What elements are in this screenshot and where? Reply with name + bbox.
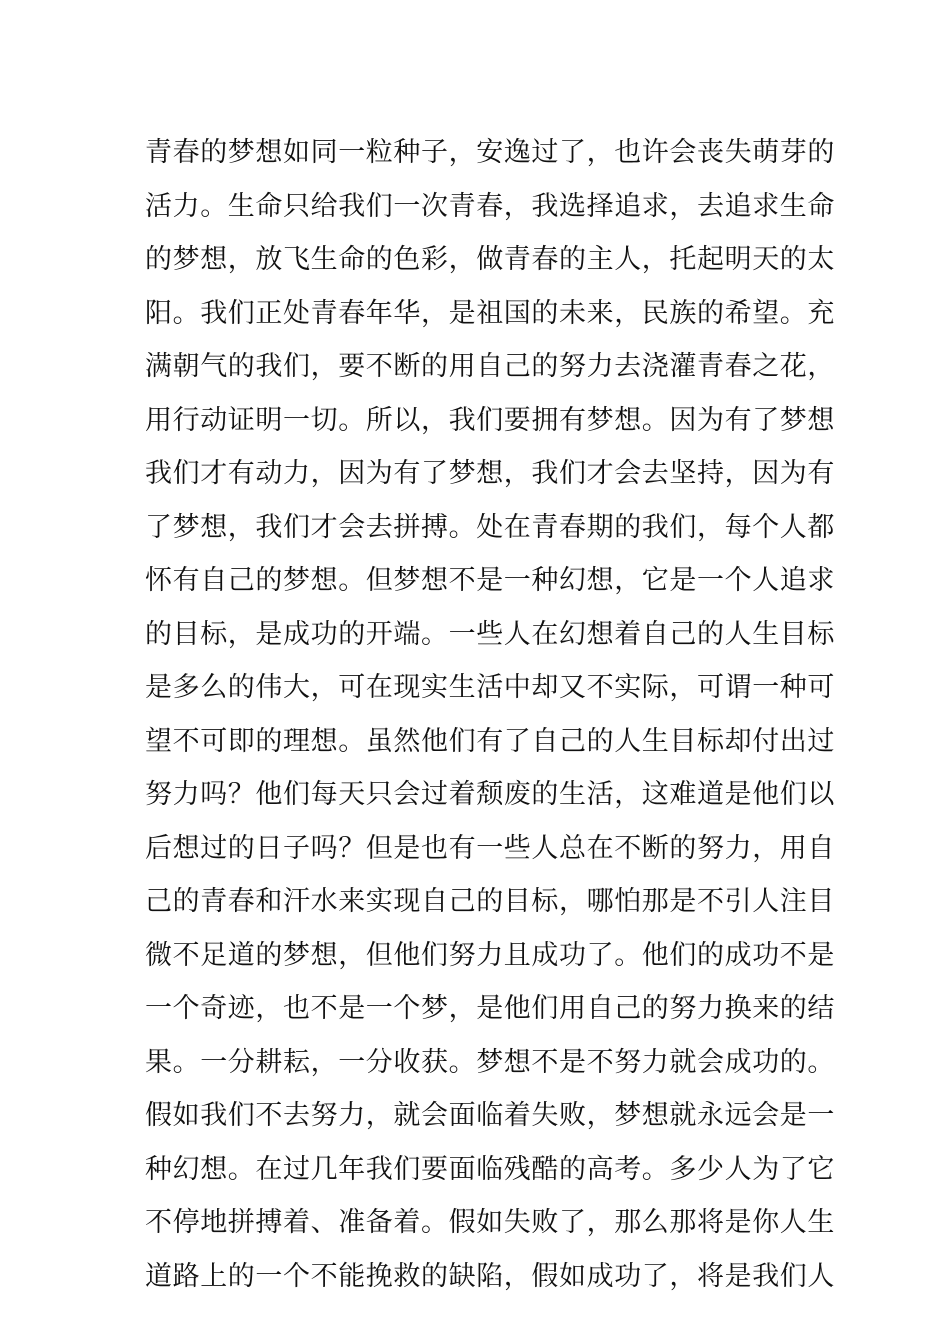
- text-line: 道路上的一个不能挽救的缺陷，假如成功了，将是我们人: [145, 1260, 835, 1292]
- text-line: 满朝气的我们，要不断的用自己的努力去浇灌青春之花，: [145, 351, 835, 382]
- text-line: 种幻想。在过几年我们要面临残酷的高考。多少人为了它: [145, 1153, 835, 1185]
- text-line: 怀有自己的梦想。但梦想不是一种幻想，它是一个人追求: [145, 565, 835, 596]
- text-line: 的梦想，放飞生命的色彩，做青春的主人，托起明天的太: [145, 244, 835, 275]
- text-line: 是多么的伟大，可在现实生活中却又不实际，可谓一种可: [145, 672, 835, 703]
- text-line: 活力。生命只给我们一次青春，我选择追求，去追求生命: [145, 190, 835, 222]
- text-line: 微不足道的梦想，但他们努力且成功了。他们的成功不是: [145, 939, 835, 971]
- text-line: 阳。我们正处青春年华，是祖国的未来，民族的希望。充: [145, 297, 835, 329]
- text-line: 一个奇迹，也不是一个梦，是他们用自己的努力换来的结: [145, 993, 835, 1024]
- body-text: [145, 126, 835, 1303]
- text-line: 望不可即的理想。虽然他们有了自己的人生目标却付出过: [145, 725, 835, 757]
- text-line: 后想过的日子吗？但是也有一些人总在不断的努力，用自: [145, 832, 835, 864]
- text-line: 我们才有动力，因为有了梦想，我们才会去坚持，因为有: [145, 458, 835, 489]
- text-line: 不停地拼搏着、准备着。假如失败了，那么那将是你人生: [145, 1207, 835, 1238]
- text-line: 青春的梦想如同一粒种子，安逸过了，也许会丧失萌芽的: [145, 137, 835, 168]
- text-line: 努力吗？他们每天只会过着颓废的生活，这难道是他们以: [145, 779, 835, 810]
- text-line: 了梦想，我们才会去拼搏。处在青春期的我们，每个人都: [145, 511, 835, 543]
- text-line: 用行动证明一切。所以，我们要拥有梦想。因为有了梦想: [145, 404, 835, 436]
- text-line: 的目标，是成功的开端。一些人在幻想着自己的人生目标: [145, 618, 835, 650]
- text-line: 己的青春和汗水来实现自己的目标，哪怕那是不引人注目: [145, 886, 835, 917]
- text-line: 果。一分耕耘，一分收获。梦想不是不努力就会成功的。: [145, 1046, 835, 1078]
- text-line: 假如我们不去努力，就会面临着失败，梦想就永远会是一: [145, 1100, 835, 1131]
